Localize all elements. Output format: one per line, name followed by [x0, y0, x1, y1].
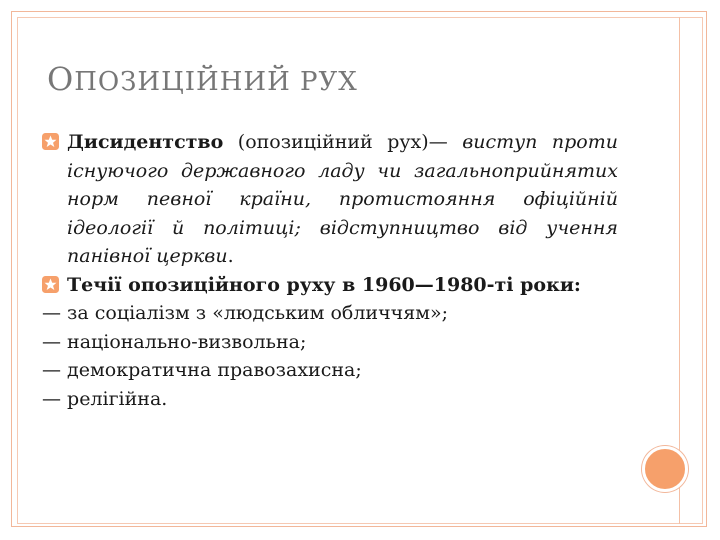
term-paren: (опозиційний рух)— [223, 131, 463, 153]
star-bullet-icon [42, 276, 59, 293]
current-item: — релігійна. [42, 387, 168, 410]
current-item: — демократична правозахисна; [42, 359, 362, 381]
current-item: — національно-визвольна; [42, 330, 307, 353]
bullet-currents-heading [42, 271, 618, 300]
current-item: — за соціалізм з «людським обличчям»; [42, 302, 449, 324]
slide-side-rule [679, 17, 680, 524]
bullet-dissidence [42, 128, 618, 271]
corner-circle-decoration [642, 446, 688, 492]
term-dissidence: Дисидентство [67, 131, 224, 153]
slide-title-initial: О [47, 60, 75, 98]
definition-end: . [227, 245, 234, 267]
term-definition: виступ проти існуючого державного ладу чи загальноприйнятих норм певної країни, протистояння офіційній ідеології й політиці; відступництво від учення панівної церкви [67, 131, 618, 267]
slide-title-rest: ПОЗИЦІЙНИЙ РУХ [74, 67, 358, 97]
slide-content [42, 128, 618, 413]
slide-title [47, 60, 358, 98]
currents-heading-text: Течії опозиційного руху в 1960—1980-ті роки: [67, 273, 581, 296]
star-bullet-icon [42, 133, 59, 150]
